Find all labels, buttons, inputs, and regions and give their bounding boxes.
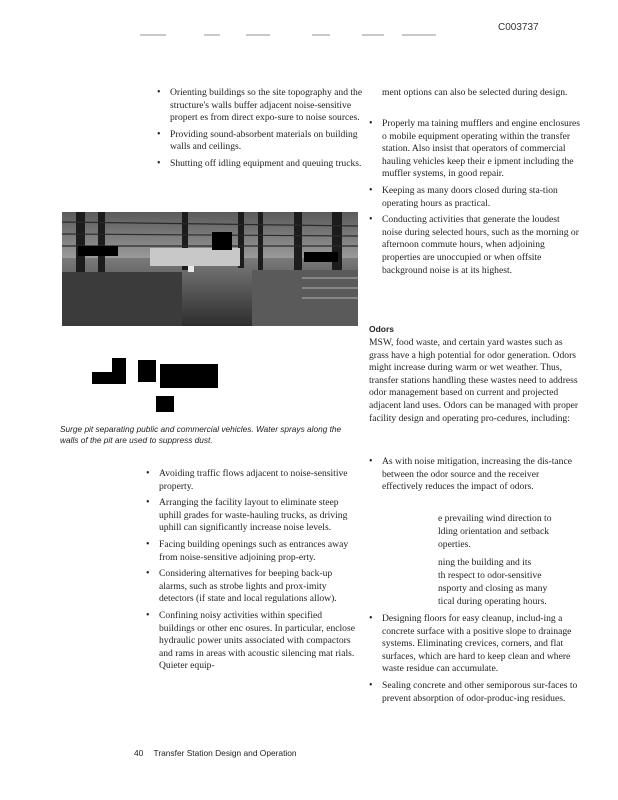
right-top-bullet-list bbox=[369, 118, 581, 281]
list-item: • Designing floors for easy cleanup, includ-ing a concrete surface with a positive slope to drainage systems. Eliminating crevices, corners, and flat surfaces, which are hard to keep clean and where waste residue can accumulate. bbox=[369, 613, 581, 676]
partial-text-line: operties. bbox=[438, 539, 471, 550]
document-control-number: C003737 bbox=[498, 22, 539, 33]
page-footer bbox=[134, 748, 297, 758]
redaction-box bbox=[156, 396, 174, 412]
partial-text-line: th respect to odor-sensitive bbox=[438, 570, 542, 581]
list-item: • Orienting buildings so the site topography and the structure's walls buffer adjacent noise-sensitive propert es from direct expo-sure to noise sources. bbox=[157, 87, 364, 125]
photo-caption: Surge pit separating public and commercial vehicles. Water sprays along the walls of the pit are used to suppress dust. bbox=[60, 424, 342, 445]
surge-pit-photo bbox=[62, 212, 358, 326]
page-number: 40 bbox=[134, 748, 144, 758]
list-item: • Sealing concrete and other semiporous sur-faces to prevent absorption of odor-produc-ing residues. bbox=[369, 680, 581, 705]
list-item: • Properly ma taining mufflers and engine enclosures o mobile equipment operating within the transfer station. Also insist that operators of commercial hauling vehicles keep their e ipment including the muffler systems, in good repair. bbox=[369, 118, 581, 181]
redaction-box bbox=[92, 372, 126, 384]
surge-pit-photo-image bbox=[62, 212, 358, 326]
right-bottom-bullet-list bbox=[369, 456, 581, 498]
redaction-box bbox=[138, 360, 156, 382]
partial-text-line: e prevailing wind direction to bbox=[438, 513, 552, 524]
list-item: • Avoiding traffic flows adjacent to noise-sensitive property. bbox=[146, 468, 358, 493]
partial-text-line: lding orientation and setback bbox=[438, 526, 550, 537]
left-bottom-bullet-list bbox=[146, 468, 358, 677]
list-item: • Considering alternatives for beeping back-up alarms, such as strobe lights and prox-imity detectors (if state and local regulations allow). bbox=[146, 568, 358, 606]
scan-header-marks bbox=[140, 34, 440, 38]
right-end-bullet-list bbox=[369, 613, 581, 709]
list-item: • As with noise mitigation, increasing the dis-tance between the odor source and the receiver effectively reduces the impact of odors. bbox=[369, 456, 581, 494]
list-item: • Keeping as many doors closed during sta-tion operating hours as practical. bbox=[369, 185, 581, 210]
continued-text: ment options can also be selected during design. bbox=[382, 87, 568, 98]
list-item: • Confining noisy activities within specified buildings or other enc osures. In particular, enclose hydraulic power units associated with compactors and rams in areas with acoustic silencing mat rials. Quieter equip- bbox=[146, 610, 358, 673]
list-item: • Facing building openings such as entrances away from noise-sensitive adjoining prop-erty. bbox=[146, 539, 358, 564]
list-item: • Arranging the facility layout to eliminate steep uphill grades for waste-hauling trucks, as driving uphill can significantly increase noise levels. bbox=[146, 497, 358, 535]
partial-text-line: tical during operating hours. bbox=[438, 596, 547, 607]
list-item: • Shutting off idling equipment and queuing trucks. bbox=[157, 158, 364, 171]
left-top-bullet-list bbox=[157, 87, 364, 175]
partial-text-line: nsporty and closing as many bbox=[438, 583, 548, 594]
redaction-box bbox=[160, 364, 218, 388]
list-item: • Providing sound-absorbent materials on building walls and ceilings. bbox=[157, 129, 364, 154]
odors-heading: Odors bbox=[369, 324, 395, 334]
footer-title: Transfer Station Design and Operation bbox=[153, 748, 297, 758]
partial-text-line: ning the building and its bbox=[438, 557, 532, 568]
odors-paragraph: MSW, food waste, and certain yard wastes such as grass have a high potential for odor generation. Odors might increase during warm or wet weather. Thus, transfer stations handling these wastes need to address odor management based on current and projected adjacent land uses. Odors can be managed with proper facility design and operating pro-cedures, including: bbox=[369, 337, 579, 424]
list-item: • Conducting activities that generate the loudest noise during selected hours, such as the morning or afternoon commute hours, when adjoining properties are unoccupied or when offsite background noise is at its highest. bbox=[369, 214, 581, 277]
